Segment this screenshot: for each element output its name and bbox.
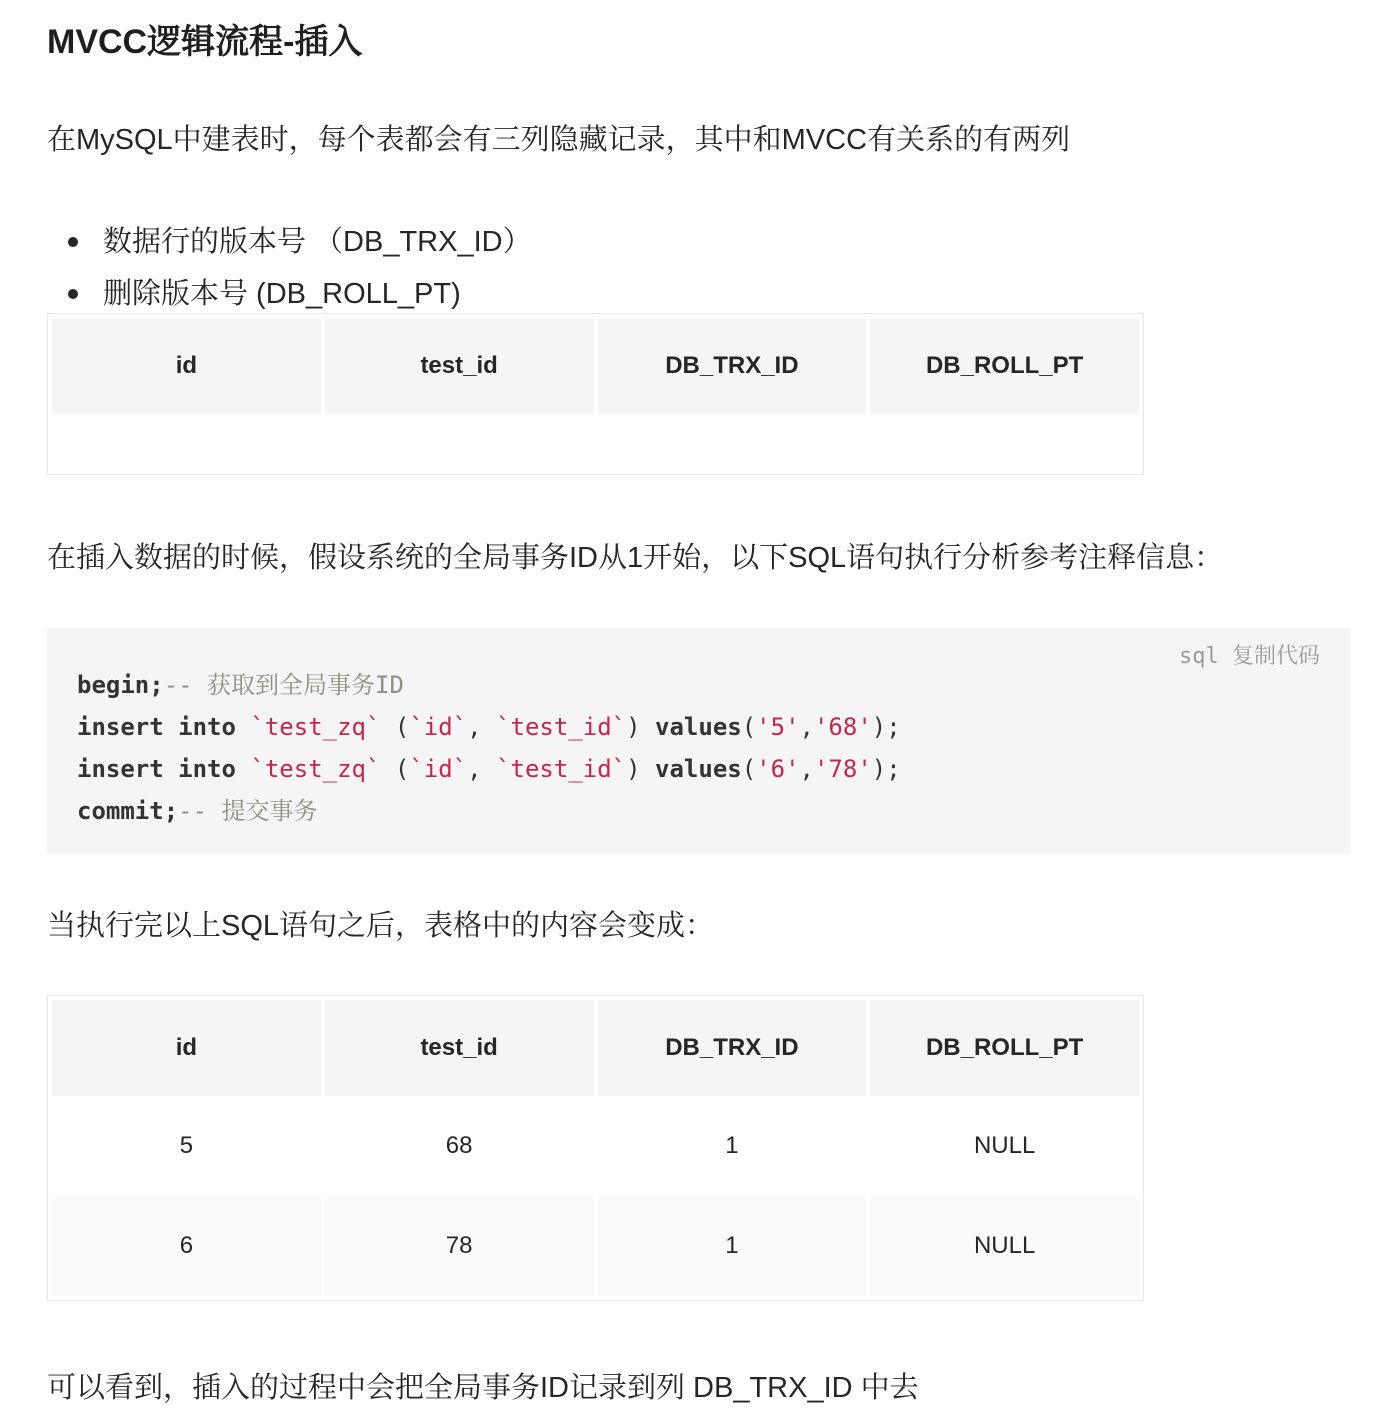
code-identifier: `test_id` [496,755,627,783]
table-row [52,414,1139,470]
table-cell: 5 [52,1096,321,1196]
list-item [47,216,532,268]
result-table [47,995,1144,1301]
code-punct: ( [741,713,757,741]
table-header-cell: DB_TRX_ID [598,318,867,414]
table-header-cell: DB_TRX_ID [598,1000,867,1096]
code-keyword: values [655,713,742,741]
table-cell: 1 [598,1096,867,1196]
code-punct: ); [871,713,901,741]
code-punct: , [799,713,814,741]
article-heading: MVCC逻辑流程-插入 [47,23,363,61]
code-keyword: values [655,755,742,783]
table-header-row [52,1000,1139,1096]
code-punct: ( [380,755,410,783]
code-keyword: into [178,755,236,783]
code-punct: ( [380,713,410,741]
table-cell: NULL [870,1196,1139,1296]
table-cell: NULL [870,1096,1139,1196]
table-cell [598,414,867,470]
code-string: '68' [813,713,872,741]
table-header-cell: DB_ROLL_PT [870,1000,1139,1096]
code-identifier: `id` [409,713,468,741]
table-cell [325,414,594,470]
code-line [77,706,1320,748]
code-comment: -- 提交事务 [178,797,318,825]
insert-description-paragraph: 在插入数据的时候，假设系统的全局事务ID从1开始，以下SQL语句执行分析参考注释信息： [47,542,1224,574]
table-cell: 6 [52,1196,321,1296]
code-line [77,748,1320,790]
code-punct: , [467,713,497,741]
code-keyword: insert [77,755,164,783]
intro-paragraph: 在MySQL中建表时，每个表都会有三列隐藏记录，其中和MVCC有关系的有两列 [47,124,1071,156]
code-punct: ); [871,755,901,783]
table-header-cell: id [52,318,321,414]
code-line [77,664,1320,706]
code-identifier: `id` [409,755,468,783]
copy-code-button[interactable] [1179,636,1320,678]
list-item-text: 数据行的版本号 （DB_TRX_ID） [103,226,532,258]
bullet-list [47,216,532,320]
table-cell: 68 [325,1096,594,1196]
table-cell: 1 [598,1196,867,1296]
code-language-label: sql [1178,644,1219,669]
table-header-cell: test_id [325,1000,594,1096]
table-header-cell: test_id [325,318,594,414]
bullet-dot-icon [68,237,78,247]
code-identifier: `test_zq` [250,755,381,783]
code-keyword: commit; [77,797,179,825]
code-punct: , [799,755,814,783]
code-identifier: `test_zq` [250,713,381,741]
code-punct: ) [626,755,656,783]
hidden-columns-table [47,313,1144,475]
code-punct: ) [626,713,656,741]
code-line [77,790,1320,832]
conclusion-paragraph: 可以看到，插入的过程中会把全局事务ID记录到列 DB_TRX_ID 中去 [47,1372,919,1404]
code-punct: , [467,755,497,783]
code-keyword: insert [77,713,164,741]
code-keyword: into [178,713,236,741]
table-header-cell: DB_ROLL_PT [870,318,1139,414]
copy-code-label: 复制代码 [1231,644,1320,669]
code-string: '6' [756,755,800,783]
table-row [52,1096,1139,1196]
table-cell: 78 [325,1196,594,1296]
list-item-text: 删除版本号 (DB_ROLL_PT) [103,278,461,310]
code-punct: ( [741,755,757,783]
result-description-paragraph: 当执行完以上SQL语句之后，表格中的内容会变成： [47,910,715,942]
table-header-row [52,318,1139,414]
table-cell [870,414,1139,470]
code-string: '78' [813,755,872,783]
code-keyword: begin; [77,671,164,699]
bullet-dot-icon [68,289,78,299]
code-identifier: `test_id` [496,713,627,741]
code-string: '5' [756,713,800,741]
table-header-cell: id [52,1000,321,1096]
code-block [47,628,1350,854]
table-cell [52,414,321,470]
code-comment: -- 获取到全局事务ID [163,671,404,699]
table-row [52,1196,1139,1296]
